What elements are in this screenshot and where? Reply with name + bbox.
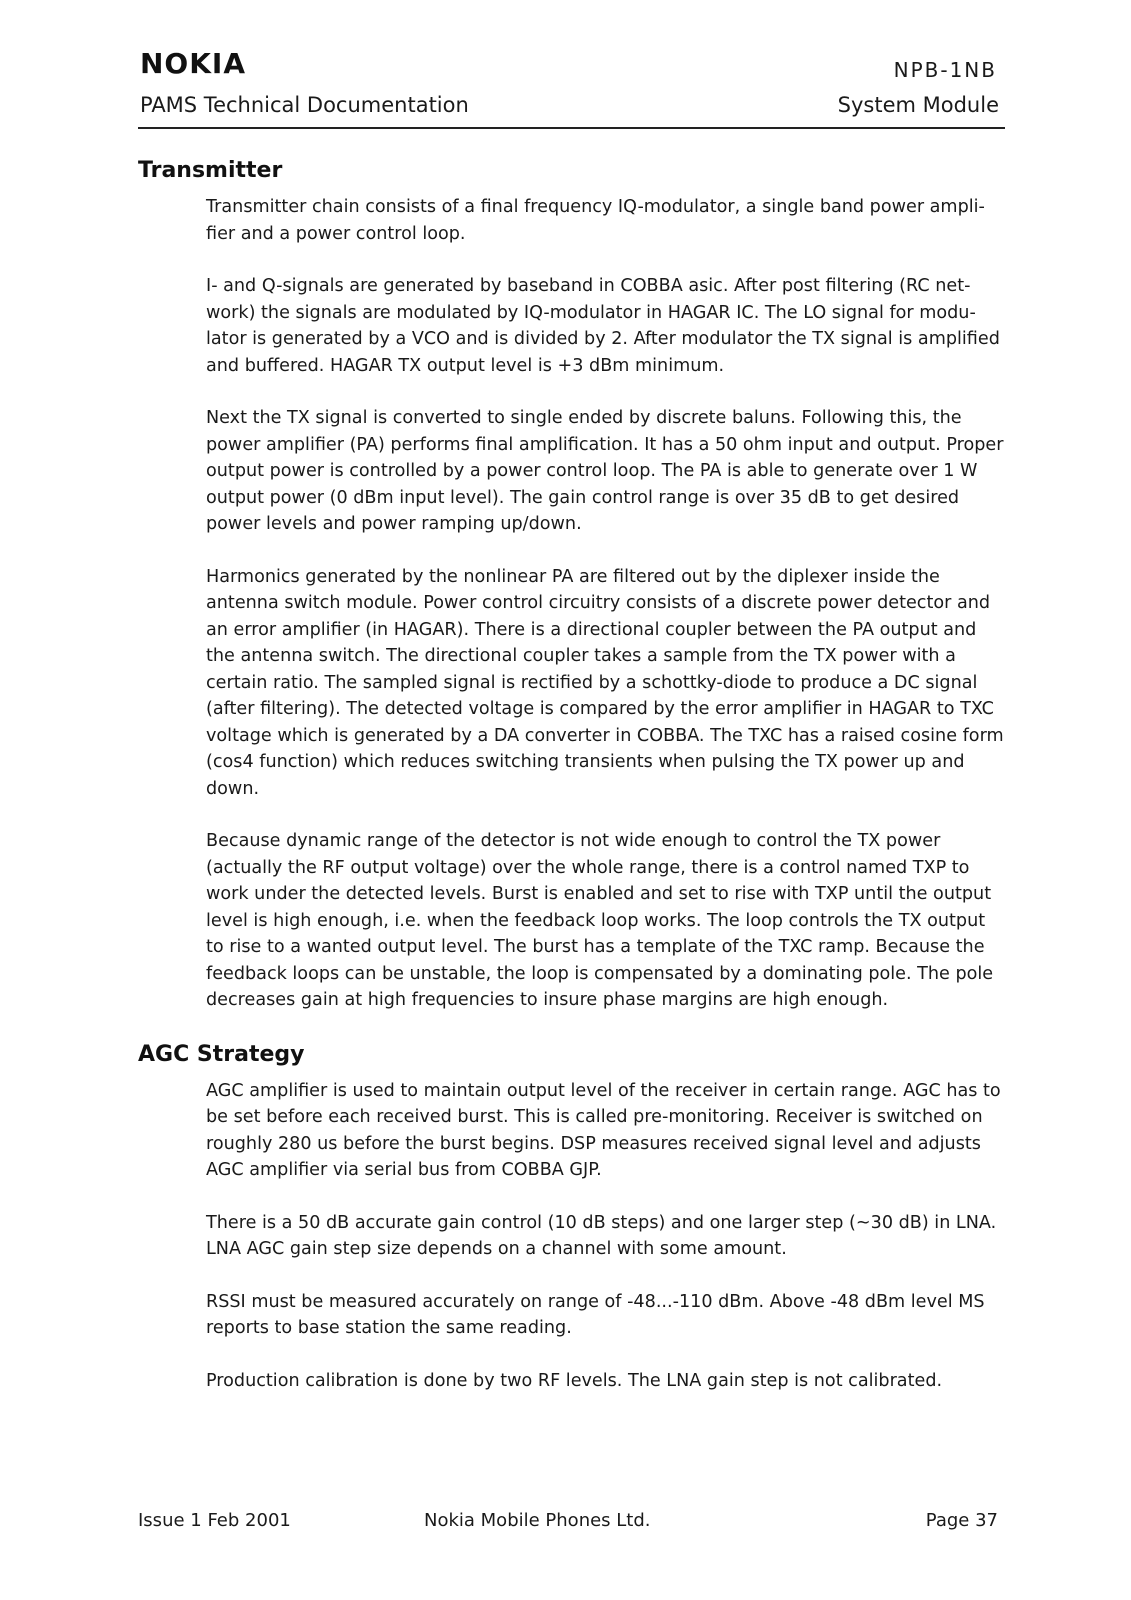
header-divider [138, 127, 1005, 129]
document-code: NPB-1NB [893, 58, 997, 82]
section-heading-agc-strategy: AGC Strategy [138, 1041, 305, 1067]
document-title: PAMS Technical Documentation [140, 93, 469, 117]
footer-issue: Issue 1 Feb 2001 [138, 1510, 291, 1531]
paragraph: I- and Q-signals are generated by baseband in COBBA asic. After post filtering (RC net- work) the signals are modulated by IQ-modulator in HAGAR IC. The LO signal for modu- lator is generated by a VCO and is divided by 2. After modulator the TX signal is amplified and buffered. HAGAR TX output level is +3 dBm minimum. [206, 276, 1000, 376]
paragraph: Production calibration is done by two RF levels. The LNA gain step is not calibrated. [206, 1370, 943, 1391]
paragraph: Harmonics generated by the nonlinear PA are filtered out by the diplexer inside the antenna switch module. Power control circuitry consists of a discrete power detector and an error amplifier (in HAGAR). There is a directional coupler between the PA output and the antenna switch. The directional coupler takes a sample from the TX power with a certain ratio. The sampled signal is rectified by a schottky-diode to produce a DC signal (after filtering). The detected voltage is compared by the error amplifier in HAGAR to TXC voltage which is generated by a DA converter in COBBA. The TXC has a raised cosine form (cos4 function) which reduces switching transients when pulsing the TX power up and down. [206, 566, 1004, 799]
paragraph: Transmitter chain consists of a final frequency IQ-modulator, a single band power ampli- fier and a power control loop. [206, 197, 985, 244]
footer-copyright: Nokia Mobile Phones Ltd. [424, 1510, 651, 1531]
paragraph: Next the TX signal is converted to single ended by discrete baluns. Following this, the power amplifier (PA) performs final amplification. It has a 50 ohm input and output. Proper output power is controlled by a power control loop. The PA is able to generate over 1 W output power (0 dBm input level). The gain control range is over 35 dB to get desired power levels and power ramping up/down. [206, 408, 1004, 534]
footer-page-number: Page 37 [925, 1510, 998, 1531]
section-heading-transmitter: Transmitter [138, 158, 283, 183]
paragraph: There is a 50 dB accurate gain control (10 dB steps) and one larger step (~30 dB) in LNA. LNA AGC gain step size depends on a channel with some amount. [206, 1212, 997, 1259]
paragraph: RSSI must be measured accurately on range of -48...-110 dBm. Above -48 dBm level MS reports to base station the same reading. [206, 1291, 985, 1338]
paragraph: AGC amplifier is used to maintain output level of the receiver in certain range. AGC has to be set before each received burst. This is called pre-monitoring. Receiver is switched on roughly 280 us before the burst begins. DSP measures received signal level and adjusts AGC amplifier via serial bus from COBBA GJP. [206, 1080, 1001, 1180]
module-name: System Module [837, 93, 999, 117]
nokia-logo: NOKIA [140, 47, 247, 80]
paragraph: Because dynamic range of the detector is not wide enough to control the TX power (actually the RF output voltage) over the whole range, there is a control named TXP to work under the detected levels. Burst is enabled and set to rise with TXP until the output level is high enough, i.e. when the feedback loop works. The loop controls the TX output to rise to a wanted output level. The burst has a template of the TXC ramp. Because the feedback loops can be unstable, the loop is compensated by a dominating pole. The pole decreases gain at high frequencies to insure phase margins are high enough. [206, 831, 994, 1010]
page-content [138, 156, 1008, 1420]
